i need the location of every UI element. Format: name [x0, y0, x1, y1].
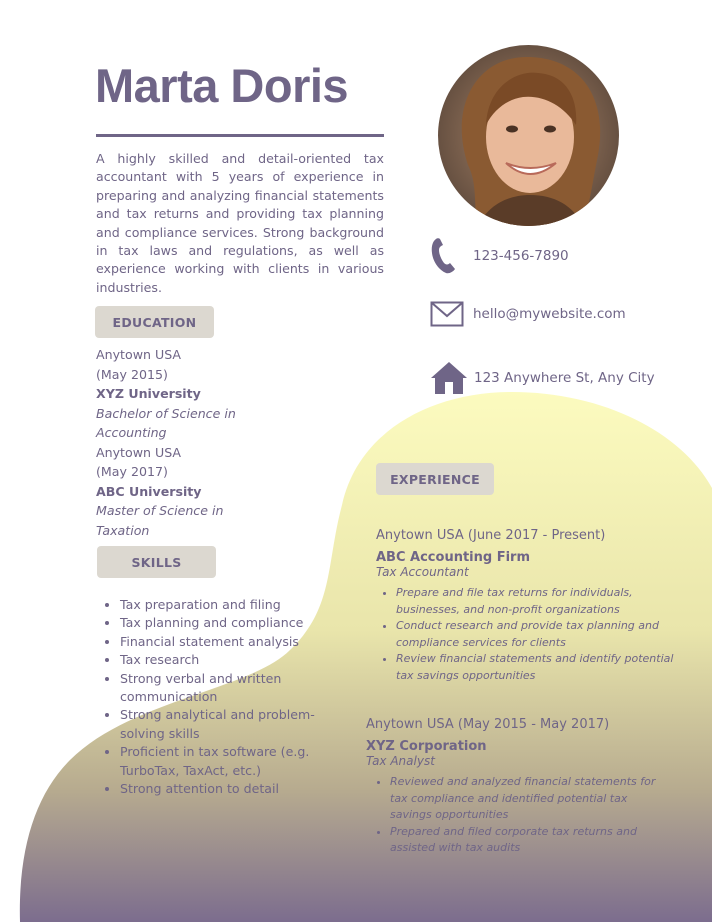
education-degree: Accounting: [96, 425, 167, 440]
skill-item: • Strong analytical and problem-solving skills: [120, 706, 320, 743]
name-divider: [96, 134, 384, 137]
skills-list: [102, 596, 320, 798]
job-duties: [366, 774, 666, 857]
home-icon: [430, 361, 468, 395]
email-address: hello@mywebsite.com: [473, 306, 626, 322]
street-address: 123 Anywhere St, Any City: [474, 370, 655, 386]
profile-photo: [438, 45, 619, 226]
experience-heading: EXPERIENCE: [376, 463, 494, 495]
skill-item: • Strong attention to detail: [120, 780, 320, 798]
candidate-name: Marta Doris: [95, 59, 349, 112]
job-entry: [376, 528, 676, 684]
job-duties: [376, 585, 676, 684]
skill-item: • Tax research: [120, 651, 320, 669]
job-entry: [366, 717, 666, 857]
duty-item: • Reviewed and analyzed financial statements for tax compliance and identified potential tax savings opportunities: [390, 774, 666, 824]
education-degree: Master of Science in: [96, 503, 224, 518]
skill-item: • Tax planning and compliance: [120, 614, 320, 632]
job-title: Tax Accountant: [376, 565, 469, 579]
phone-icon: [430, 238, 460, 274]
job-company: XYZ Corporation: [366, 739, 487, 754]
education-location: Anytown USA: [96, 347, 182, 362]
education-degree: Bachelor of Science in: [96, 405, 236, 421]
education-heading: EDUCATION: [95, 306, 214, 338]
contact-email: [430, 301, 626, 327]
skill-item: • Financial statement analysis: [120, 633, 320, 651]
education-school: ABC University: [96, 483, 202, 499]
job-title: Tax Analyst: [366, 754, 435, 768]
education-school: XYZ University: [96, 386, 201, 401]
contact-phone: [430, 238, 569, 274]
job-location-dates: Anytown USA (May 2015 - May 2017): [366, 717, 610, 732]
duty-item: • Prepare and file tax returns for individuals, businesses, and non-profit organizations: [396, 585, 676, 618]
duty-item: • Prepared and filed corporate tax returns and assisted with tax audits: [390, 824, 666, 857]
education-degree: Taxation: [96, 522, 150, 538]
skills-heading: SKILLS: [97, 546, 216, 578]
contact-address: [430, 361, 655, 395]
education-section: [96, 345, 276, 540]
job-location-dates: Anytown USA (June 2017 - Present): [376, 528, 606, 543]
phone-number: 123-456-7890: [473, 248, 569, 264]
skill-item: • Proficient in tax software (e.g. TurboTax, TaxAct, etc.): [120, 743, 320, 780]
mail-icon: [430, 301, 464, 327]
education-date: (May 2015): [96, 366, 168, 382]
profile-summary: A highly skilled and detail-oriented tax accountant with 5 years of experience in preparing and analyzing financial statements and tax returns and providing tax planning and compliance services. Strong background in tax laws and regulations, as well as experience working with clients in various industries.: [96, 151, 384, 295]
skill-item: • Tax preparation and filing: [120, 596, 320, 614]
duty-item: • Review financial statements and identify potential tax savings opportunities: [396, 651, 676, 684]
education-date: (May 2017): [96, 464, 168, 479]
education-location: Anytown USA: [96, 444, 182, 460]
job-company: ABC Accounting Firm: [376, 550, 531, 565]
skill-item: • Strong verbal and written communication: [120, 670, 320, 707]
duty-item: • Conduct research and provide tax planning and compliance services for clients: [396, 618, 676, 651]
